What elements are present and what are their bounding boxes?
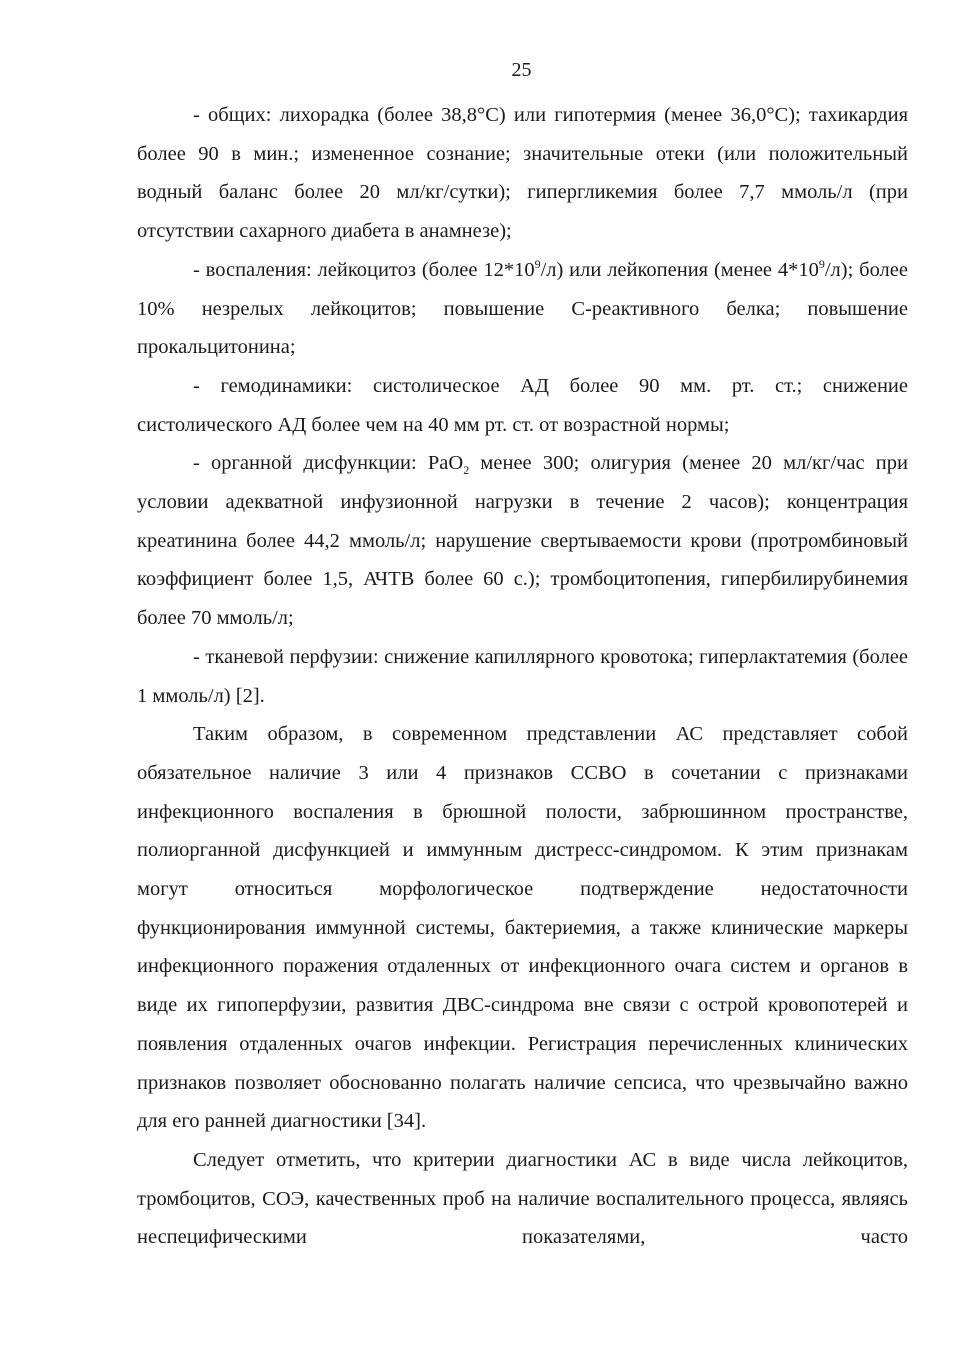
subscript-index: 2 xyxy=(463,463,470,478)
paragraph-conclusion: Таким образом, в современном представлении АС представляет собой обязательное наличие 3 или 4 признаков ССВО в сочетании с признаками инфекционного воспаления в брюшной полости, забрюшинном пространстве, полиорганной дисфункцией и иммунным дистресс-синдромом. К этим признакам могут относиться морфологическое подтверждение недостаточности функционирования иммунной системы, бактериемия, а также клинические маркеры инфекционного поражения отдаленных от инфекционного очага систем и органов в виде их гипоперфузии, развития ДВС-синдрома вне связи с острой кровопотерей и появления отдаленных очагов инфекции. Регистрация перечисленных клинических признаков позволяет обоснованно полагать наличие сепсиса, что чрезвычайно важно для его ранней диагностики [34]. xyxy=(137,723,908,1133)
document-body xyxy=(137,96,908,1257)
inflammation-text-part-c: /л); более 10% незрелых лейкоцитов; повышение С-реактивного белка; повышение прокальцитонина; xyxy=(137,258,908,359)
page-number: 25 xyxy=(511,59,532,81)
organ-dysfunction-text-part-b: менее 300; олигурия (менее 20 мл/кг/час при условии адекватной инфузионной нагрузки в течение 2 часов); концентрация креатинина более 44,2 ммоль/л; нарушение свертываемости крови (протромбиновый коэффициент более 1,5, АЧТВ более 60 с.); тромбоцитопения, гипербилирубинемия более 70 ммоль/л; xyxy=(137,452,908,630)
paragraph-diagnostic-criteria: Следует отметить, что критерии диагностики АС в виде числа лейкоцитов, тромбоцитов, СОЭ, качественных проб на наличие воспалительного процесса, являясь неспецифическими показателями, часто xyxy=(137,1148,908,1249)
organ-dysfunction-text-part-a: - органной дисфункции: PaO xyxy=(193,452,464,475)
paragraph-general-signs: - общих: лихорадка (более 38,8°С) или гипотермия (менее 36,0°С); тахикардия более 90 в мин.; измененное сознание; значительные отеки (или положительный водный баланс более 20 мл/кг/сутки); гипергликемия более 7,7 ммоль/л (при отсутствии сахарного диабета в анамнезе); xyxy=(137,104,908,243)
inflammation-text-part-a: - воспаления: лейкоцитоз (более 12*10 xyxy=(193,258,535,281)
paragraph-tissue-perfusion-signs: - тканевой перфузии: снижение капиллярного кровотока; гиперлактатемия (более 1 ммоль/л) [2]. xyxy=(137,645,908,707)
paragraph-organ-dysfunction-signs xyxy=(137,444,908,638)
paragraph-inflammation-signs xyxy=(137,251,908,367)
superscript-exponent: 9 xyxy=(818,256,825,271)
paragraph-hemodynamics-signs: - гемодинамики: систолическое АД более 90 мм. рт. ст.; снижение систолического АД более чем на 40 мм рт. ст. от возрастной нормы; xyxy=(137,374,908,436)
superscript-exponent: 9 xyxy=(534,256,541,271)
inflammation-text-part-b: /л) или лейкопения (менее 4*10 xyxy=(540,258,819,281)
